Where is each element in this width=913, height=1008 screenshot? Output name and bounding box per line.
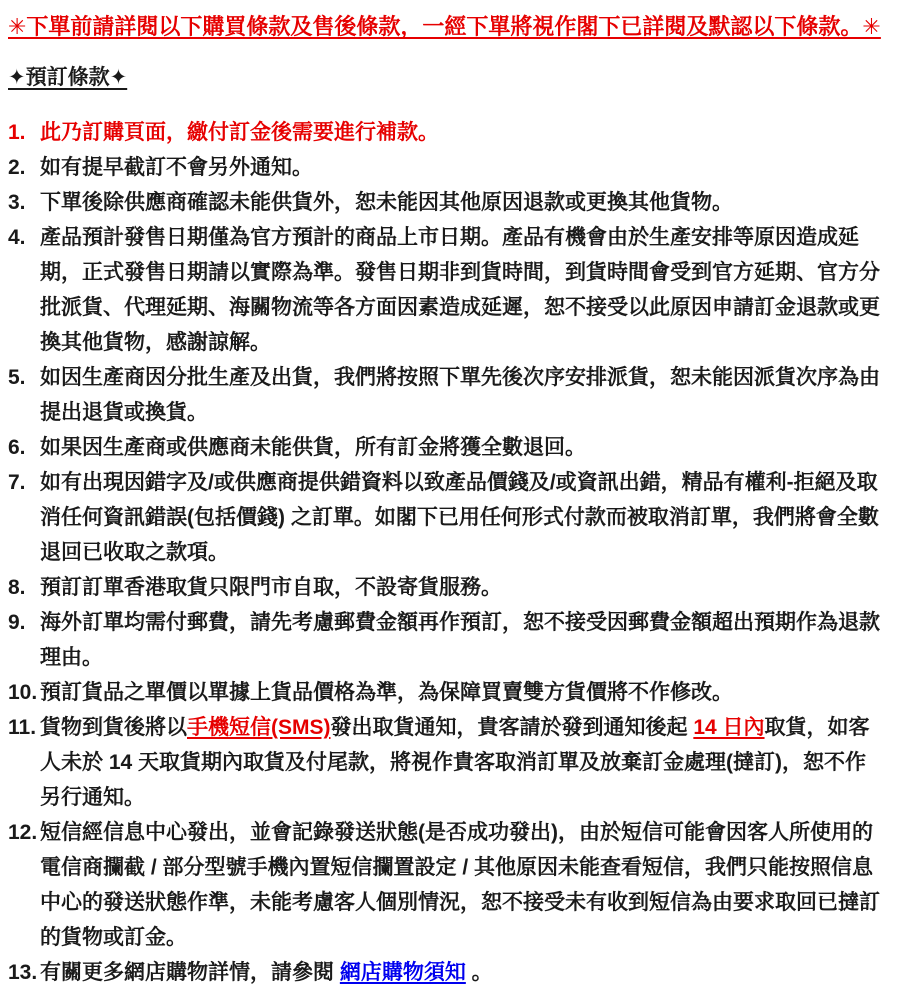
term-text (40, 115, 883, 150)
notice-banner: ✳下單前請詳閱以下購買條款及售後條款，一經下單將視作閣下已詳閱及默認以下條款。✳ (8, 14, 881, 39)
term-text (40, 815, 883, 955)
term-item (8, 430, 883, 465)
term-text (40, 605, 883, 675)
term-number: 5. (8, 365, 26, 389)
term-text (40, 570, 883, 605)
term-text-run: 如有出現因錯字及/或供應商提供錯資料以致產品價錢及/或資訊出錯，精品有權利-拒絕及取消任何資訊錯誤(包括價錢) 之訂單。如閣下已用任何形式付款而被取消訂單，我們將會全數退回已收取之款項。 (40, 470, 879, 564)
term-item (8, 465, 883, 570)
section-title: ✦預訂條款✦ (8, 65, 128, 89)
term-number: 13. (8, 960, 38, 984)
term-item (8, 360, 883, 430)
term-number: 2. (8, 155, 26, 179)
emphasis-red: 14 日內 (693, 715, 765, 739)
term-item (8, 675, 883, 710)
term-number: 7. (8, 470, 26, 494)
term-text-run: 有關更多網店購物詳情，請參閱 (40, 960, 340, 984)
term-text-run: 如果因生產商或供應商未能供貨，所有訂金將獲全數退回。 (40, 435, 586, 459)
term-item (8, 815, 883, 955)
emphasis-red: 手機短信(SMS) (187, 715, 331, 739)
term-text-run: 短信經信息中心發出，並會記錄發送狀態(是否成功發出)，由於短信可能會因客人所使用的電信商攔截 / 部分型號手機內置短信攔置設定 / 其他原因未能查看短信，我們只能按照信息中心的發送狀態作準，未能考慮客人個別情況，恕不接受未有收到短信為由要求取回已撻訂的貨物或訂金。 (40, 820, 880, 949)
term-text (40, 465, 883, 570)
term-item (8, 115, 883, 150)
term-item (8, 710, 883, 815)
term-number: 11. (8, 715, 37, 739)
term-number: 3. (8, 190, 26, 214)
term-item (8, 150, 883, 185)
term-text-run: 預訂貨品之單價以單據上貨品價格為準，為保障買賣雙方貨價將不作修改。 (40, 680, 733, 704)
term-number: 10. (8, 680, 38, 704)
term-text-run: 預訂訂單香港取貨只限門市自取，不設寄貨服務。 (40, 575, 502, 599)
term-number: 6. (8, 435, 26, 459)
term-text-run: 貨物到貨後將以 (40, 715, 187, 739)
term-item (8, 955, 883, 990)
term-text-run: 。 (465, 960, 493, 984)
term-text-run: 海外訂單均需付郵費，請先考慮郵費金額再作預訂，恕不接受因郵費金額超出預期作為退款理由。 (40, 610, 880, 669)
term-number: 9. (8, 610, 26, 634)
store-shopping-notice-link[interactable]: 網店購物須知 (339, 960, 466, 984)
term-text-run: 取貨，如客人未於 14 天取貨期內取貨及付尾款，將視作貴客取消訂單及放棄訂金處理(撻訂)，恕不作另行通知。 (40, 715, 870, 809)
term-number: 8. (8, 575, 26, 599)
term-text (40, 360, 883, 430)
term-text (40, 185, 883, 220)
terms-list (8, 115, 883, 990)
term-number: 1. (8, 120, 26, 144)
term-number: 4. (8, 225, 26, 249)
term-number: 12. (8, 820, 38, 844)
term-text (40, 955, 883, 990)
term-text (40, 430, 883, 465)
term-item (8, 185, 883, 220)
term-text-run: 如有提早截訂不會另外通知。 (40, 155, 313, 179)
term-text (40, 220, 883, 360)
term-item (8, 220, 883, 360)
term-item (8, 570, 883, 605)
term-text (40, 710, 883, 815)
term-item (8, 605, 883, 675)
term-text-run: 此乃訂購頁面，繳付訂金後需要進行補款。 (40, 120, 439, 144)
term-text-run: 下單後除供應商確認未能供貨外，恕未能因其他原因退款或更換其他貨物。 (40, 190, 733, 214)
term-text-run: 發出取貨通知，貴客請於發到通知後起 (330, 715, 694, 739)
term-text-run: 產品預計發售日期僅為官方預計的商品上市日期。產品有機會由於生產安排等原因造成延期，正式發售日期請以實際為準。發售日期非到貨時間，到貨時間會受到官方延期、官方分批派貨、代理延期、海關物流等各方面因素造成延遲，恕不接受以此原因申請訂金退款或更換其他貨物，感謝諒解。 (40, 225, 880, 354)
term-text (40, 675, 883, 710)
term-text (40, 150, 883, 185)
term-text-run: 如因生產商因分批生產及出貨，我們將按照下單先後次序安排派貨，恕未能因派貨次序為由提出退貨或換貨。 (40, 365, 880, 424)
